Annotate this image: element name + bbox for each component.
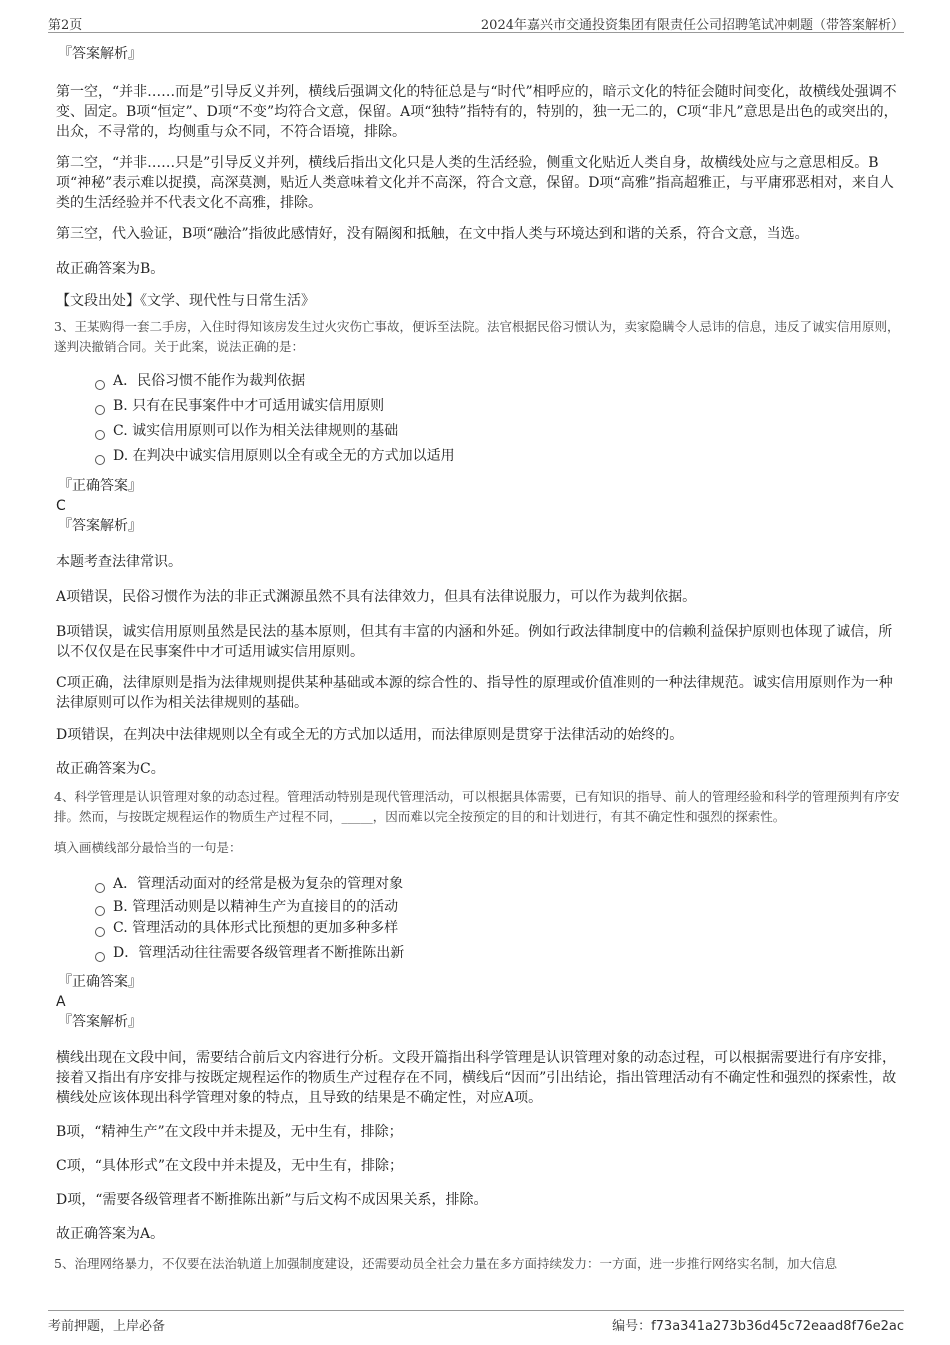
option-label: C. 管理活动的具体形式比预想的更加多种多样 [113,920,399,936]
options-list [52,872,900,968]
code-value: f73a341a273b36d45c72eaad8f76e2ac [651,1319,904,1334]
option-label: D．管理活动往往需要各级管理者不断推陈出新 [113,945,405,961]
option-label: B. 只有在民事案件中才可适用诚实信用原则 [113,398,385,414]
page-header [48,12,904,33]
passage-source: 【文段出处】《文学、现代性与日常生活》 [56,293,315,309]
radio-icon[interactable] [95,927,105,937]
analysis-paragraph: C项正确，法律原则是指为法律规则提供某种基础或本源的综合性的、指导性的原理或价值准则的一种法律规范。诚实信用原则作为一种法律原则可以作为相关法律规则的基础。 [56,675,893,711]
footer-slogan: 考前押题，上岸必备 [48,1319,166,1334]
analysis-conclusion: 故正确答案为B。 [56,261,165,277]
analysis-paragraph: 第三空，代入验证，B项“融洽”指彼此感情好，没有隔阂和抵触，在文中指人类与环境达到和谐的关系，符合文意，当选。 [56,226,809,242]
option-b[interactable] [95,394,900,419]
radio-icon[interactable] [95,906,105,916]
analysis-paragraph: A项错误，民俗习惯作为法的非正式渊源虽然不具有法律效力，但具有法律说服力，可以作为裁判依据。 [56,589,697,605]
question-instruction: 填入画横线部分最恰当的一句是： [54,840,242,855]
correct-answer: C [56,498,66,514]
radio-icon[interactable] [95,455,105,465]
analysis-conclusion: 故正确答案为A。 [56,1226,165,1242]
question-stem: 3、王某购得一套二手房，入住时得知该房发生过火灾伤亡事故，便诉至法院。法官根据民俗习惯认为，卖家隐瞒令人忌讳的信息，违反了诚实信用原则，遂判决撤销合同。关于此案，说法正确的是： [54,319,900,354]
analysis-paragraph: B项，“精神生产”在文段中并未提及，无中生有，排除； [56,1124,403,1140]
radio-icon[interactable] [95,380,105,390]
page-number: 第2页 [48,18,83,33]
radio-icon[interactable] [95,883,105,893]
option-label: D. 在判决中诚实信用原则以全有或全无的方式加以适用 [113,448,455,464]
analysis-paragraph: D项，“需要各级管理者不断推陈出新”与后文构不成因果关系，排除。 [56,1192,488,1208]
page-footer [48,1310,904,1334]
analysis-paragraph: C项，“具体形式”在文段中并未提及，无中生有，排除； [56,1158,404,1174]
option-label: C. 诚实信用原则可以作为相关法律规则的基础 [113,423,399,439]
page-content [52,44,900,1274]
radio-icon[interactable] [95,430,105,440]
code-label: 编号： [612,1319,652,1334]
option-a[interactable] [95,369,900,394]
option-b[interactable] [95,897,900,918]
analysis-paragraph: D项错误，在判决中法律规则以全有或全无的方式加以适用，而法律原则是贯穿于法律活动的始终的。 [56,727,684,743]
option-c[interactable] [95,419,900,444]
document-title: 2024年嘉兴市交通投资集团有限责任公司招聘笔试冲刺题（带答案解析） [480,18,904,33]
correct-answer-label: 『正确答案』 [58,478,142,494]
option-d[interactable] [95,939,900,968]
option-label: A．管理活动面对的经常是极为复杂的管理对象 [113,876,404,892]
analysis-label: 『答案解析』 [58,1014,142,1030]
option-label: B. 管理活动则是以精神生产为直接目的的活动 [113,899,399,915]
question-stem: 4、科学管理是认识管理对象的动态过程。管理活动特别是现代管理活动，可以根据具体需要，已有知识的指导、前人的管理经验和科学的管理预判有序安排。然而，与按既定规程运作的物质生产过程不同，_____，因而难以完全按预定的目的和计划进行，有其不确定性和强烈的探索性。 [54,789,900,824]
correct-answer: A [56,994,66,1010]
analysis-paragraph: 第二空，“并非……只是”引导反义并列，横线后指出文化只是人类的生活经验，侧重文化贴近人类自身，故横线处应与之意思相反。B项“神秘”表示难以捉摸，高深莫测，贴近人类意味着文化并不高深，符合文意，保留。D项“高雅”指高超雅正，与平庸邪恶相对，来自人类的生活经验并不代表文化不高雅，排除。 [56,155,894,211]
radio-icon[interactable] [95,952,105,962]
analysis-paragraph: 本题考查法律常识。 [56,554,182,570]
option-d[interactable] [95,444,900,469]
question-stem: 5、治理网络暴力，不仅要在法治轨道上加强制度建设，还需要动员全社会力量在多方面持续发力：一方面，进一步推行网络实名制，加大信息 [54,1256,837,1271]
analysis-label: 『答案解析』 [58,518,142,534]
analysis-paragraph: 第一空，“并非……而是”引导反义并列，横线后强调文化的特征总是与“时代”相呼应的，暗示文化的特征会随时间变化，故横线处强调不变、固定。B项“恒定”、D项“不变”均符合文意，保留。A项“独特”指特有的，特别的，独一无二的，C项“非凡”意思是出色的或突出的，出众，不寻常的，均侧重与众不同，不符合语境，排除。 [56,84,898,140]
option-c[interactable] [95,918,900,939]
analysis-paragraph: B项错误，诚实信用原则虽然是民法的基本原则，但其有丰富的内涵和外延。例如行政法律制度中的信赖利益保护原则也体现了诚信，所以不仅仅是在民事案件中才可适用诚实信用原则。 [56,624,893,660]
option-a[interactable] [95,872,900,897]
radio-icon[interactable] [95,405,105,415]
analysis-label: 『答案解析』 [58,46,142,62]
correct-answer-label: 『正确答案』 [58,974,142,990]
options-list [52,369,900,469]
document-code [612,1315,904,1334]
analysis-paragraph: 横线出现在文段中间，需要结合前后文内容进行分析。文段开篇指出科学管理是认识管理对象的动态过程，可以根据需要进行有序安排，接着又指出有序安排与按既定规程运作的物质生产过程存在不同，横线后“因而”引出结论，指出管理活动有不确定性和强烈的探索性，故横线处应该体现出科学管理对象的特点，且导致的结果是不确定性，对应A项。 [56,1050,897,1106]
option-label: A．民俗习惯不能作为裁判依据 [113,373,306,389]
analysis-conclusion: 故正确答案为C。 [56,761,165,777]
